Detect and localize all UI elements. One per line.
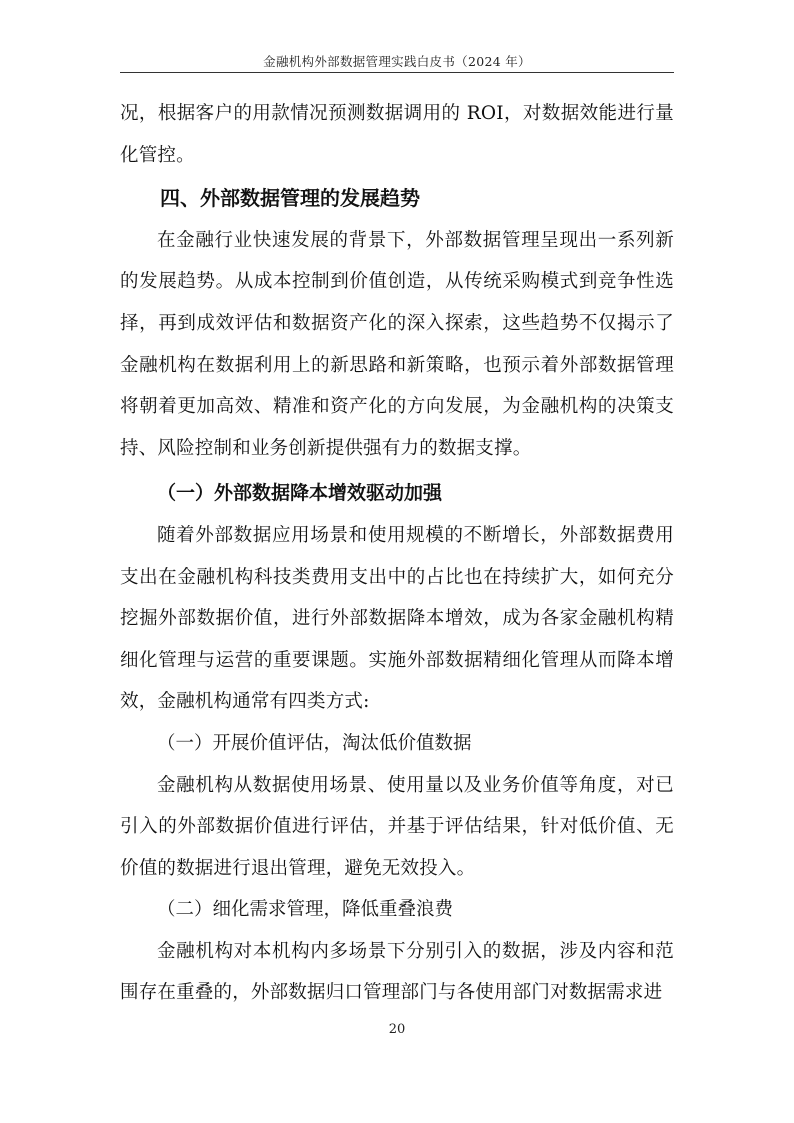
list-item-heading-2: （二）细化需求管理，降低重叠浪费 bbox=[157, 899, 454, 921]
list-item-body-2: 金融机构对本机构内多场景下分别引入的数据，涉及内容和范围存在重叠的，外部数据归口管理部门与各使用部门对数据需求进 bbox=[120, 940, 674, 1004]
paragraph-subsection-intro: 随着外部数据应用场景和使用规模的不断增长，外部数据费用支出在金融机构科技类费用支出中的占比也在持续扩大，如何充分挖掘外部数据价值，进行外部数据降本增效，成为各家金融机构精细化管理与运营的重要课题。实施外部数据精细化管理从而降本增效，金融机构通常有四类方式: bbox=[120, 524, 674, 713]
list-item-heading-1: （一）开展价值评估，淘汰低价值数据 bbox=[157, 732, 472, 754]
running-header: 金融机构外部数据管理实践白皮书（2024 年） bbox=[263, 54, 531, 69]
list-item-body-1: 金融机构从数据使用场景、使用量以及业务价值等角度，对已引入的外部数据价值进行评估，并基于评估结果，针对低价值、无价值的数据进行退出管理，避免无效投入。 bbox=[120, 774, 674, 879]
paragraph-intro: 在金融行业快速发展的背景下，外部数据管理呈现出一系列新的发展趋势。从成本控制到价值创造，从传统采购模式到竞争性选择，再到成效评估和数据资产化的深入探索，这些趋势不仅揭示了金融机构在数据利用上的新思路和新策略，也预示着外部数据管理将朝着更加高效、精准和资产化的方向发展，为金融机构的决策支持、风险控制和业务创新提供强有力的数据支撑。 bbox=[120, 229, 674, 459]
page-number: 20 bbox=[388, 1022, 406, 1037]
section-heading: 四、外部数据管理的发展趋势 bbox=[160, 186, 420, 211]
paragraph-continuation: 况，根据客户的用款情况预测数据调用的 ROI，对数据效能进行量化管控。 bbox=[120, 103, 674, 166]
subsection-heading: （一）外部数据降本增效驱动加强 bbox=[157, 482, 443, 505]
page-body bbox=[120, 93, 674, 1014]
header-divider bbox=[120, 72, 674, 73]
